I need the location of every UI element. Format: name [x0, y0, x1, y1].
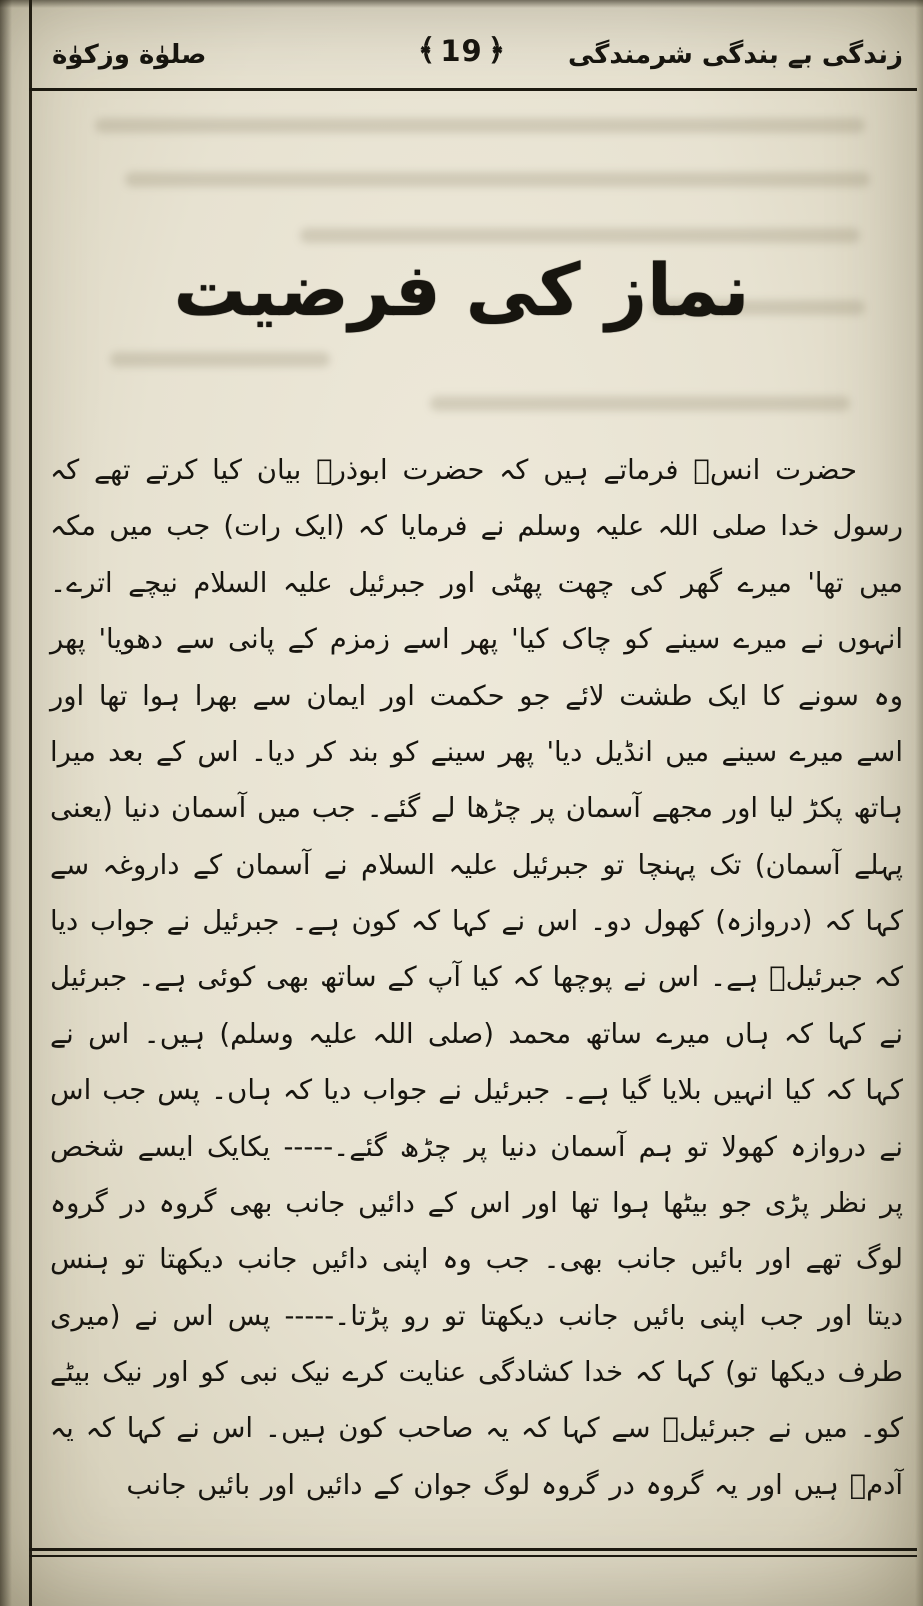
chapter-title: نماز کی فرضیت — [173, 248, 750, 332]
bleedthrough-text — [95, 118, 865, 133]
scan-edge-right — [915, 0, 923, 1606]
header-book-title: زندگی بے بندگی شرمندگی — [567, 40, 903, 70]
bleedthrough-text — [125, 172, 870, 187]
bleedthrough-text — [110, 352, 330, 367]
footer-rule-bottom — [29, 1555, 917, 1557]
page-number-ornament-open: ﴾ — [417, 33, 436, 68]
bleedthrough-text — [430, 396, 850, 411]
page-number: 19 — [440, 33, 483, 68]
scan-edge-top — [0, 0, 923, 8]
scan-edge-left — [0, 0, 12, 1606]
header-rule — [29, 88, 917, 91]
header-section-title: صلوٰة وزکوٰة — [52, 40, 207, 70]
page-number-ornament-close: ﴿ — [487, 33, 506, 68]
hadith-paragraph: حضرت انسؓ فرماتے ہیں کہ حضرت ابوذرؓ بیان کیا کرتے تھے کہ رسول خدا صلی اللہ علیہ وسلم نے فرمایا کہ (ایک رات) جب میں مکہ میں تھا' میرے گھر کی چھت پھٹی اور جبرئیل علیہ السلام نیچے اترے۔ انہوں نے میرے سینے کو چاک کیا' پھر اسے زمزم کے پانی سے دھویا' پھر وہ سونے کا ایک طشت لائے جو حکمت اور ایمان سے بھرا ہوا تھا اور اسے میرے سینے میں انڈیل دیا' پھر سینے کو بند کر دیا۔ اس کے بعد میرا ہاتھ پکڑ لیا اور مجھے آسمان پر چڑھا لے گئے۔ جب میں آسمان دنیا (یعنی پہلے آسمان) تک پہنچا تو جبرئیل علیہ السلام نے آسمان کے داروغہ سے کہا کہ (دروازہ) کھول دو۔ اس نے کہا کہ کون ہے۔ جبرئیل نے جواب دیا کہ جبرئیلؑ ہے۔ اس نے پوچھا کہ کیا آپ کے ساتھ بھی کوئی ہے۔ جبرئیل نے کہا کہ ہاں میرے ساتھ محمد (صلی اللہ علیہ وسلم) ہیں۔ اس نے کہا کہ کیا انہیں بلایا گیا ہے۔ جبرئیل نے جواب دیا کہ ہاں۔ پس جب اس نے دروازہ کھولا تو ہم آسمان دنیا پر چڑھ گئے۔----- یکایک ایسے شخص پر نظر پڑی جو بیٹھا ہوا تھا اور اس کے دائیں جانب بھی گروہ در گروہ لوگ تھے اور بائیں جانب بھی۔ جب وہ اپنی دائیں جانب دیکھتا تو ہنس دیتا اور جب اپنی بائیں جانب دیکھتا تو رو پڑتا۔----- پس اس نے (میری طرف دیکھا تو) کہا کہ خدا کشادگی عنایت کرے نیک نبی کو اور نیک بیٹے کو۔ میں نے جبرئیلؑ سے کہا کہ یہ صاحب کون ہیں۔ اس نے کہا کہ یہ آدمؑ ہیں اور یہ گروہ در گروہ لوگ جوان کے دائیں اور بائیں جانب — [50, 454, 903, 1501]
footer-rule-top — [29, 1548, 917, 1551]
page-header — [0, 32, 923, 84]
bleedthrough-text — [300, 228, 860, 243]
page-number-block — [417, 33, 506, 68]
footer-rule — [29, 1548, 917, 1557]
page-frame-line — [29, 0, 32, 1606]
